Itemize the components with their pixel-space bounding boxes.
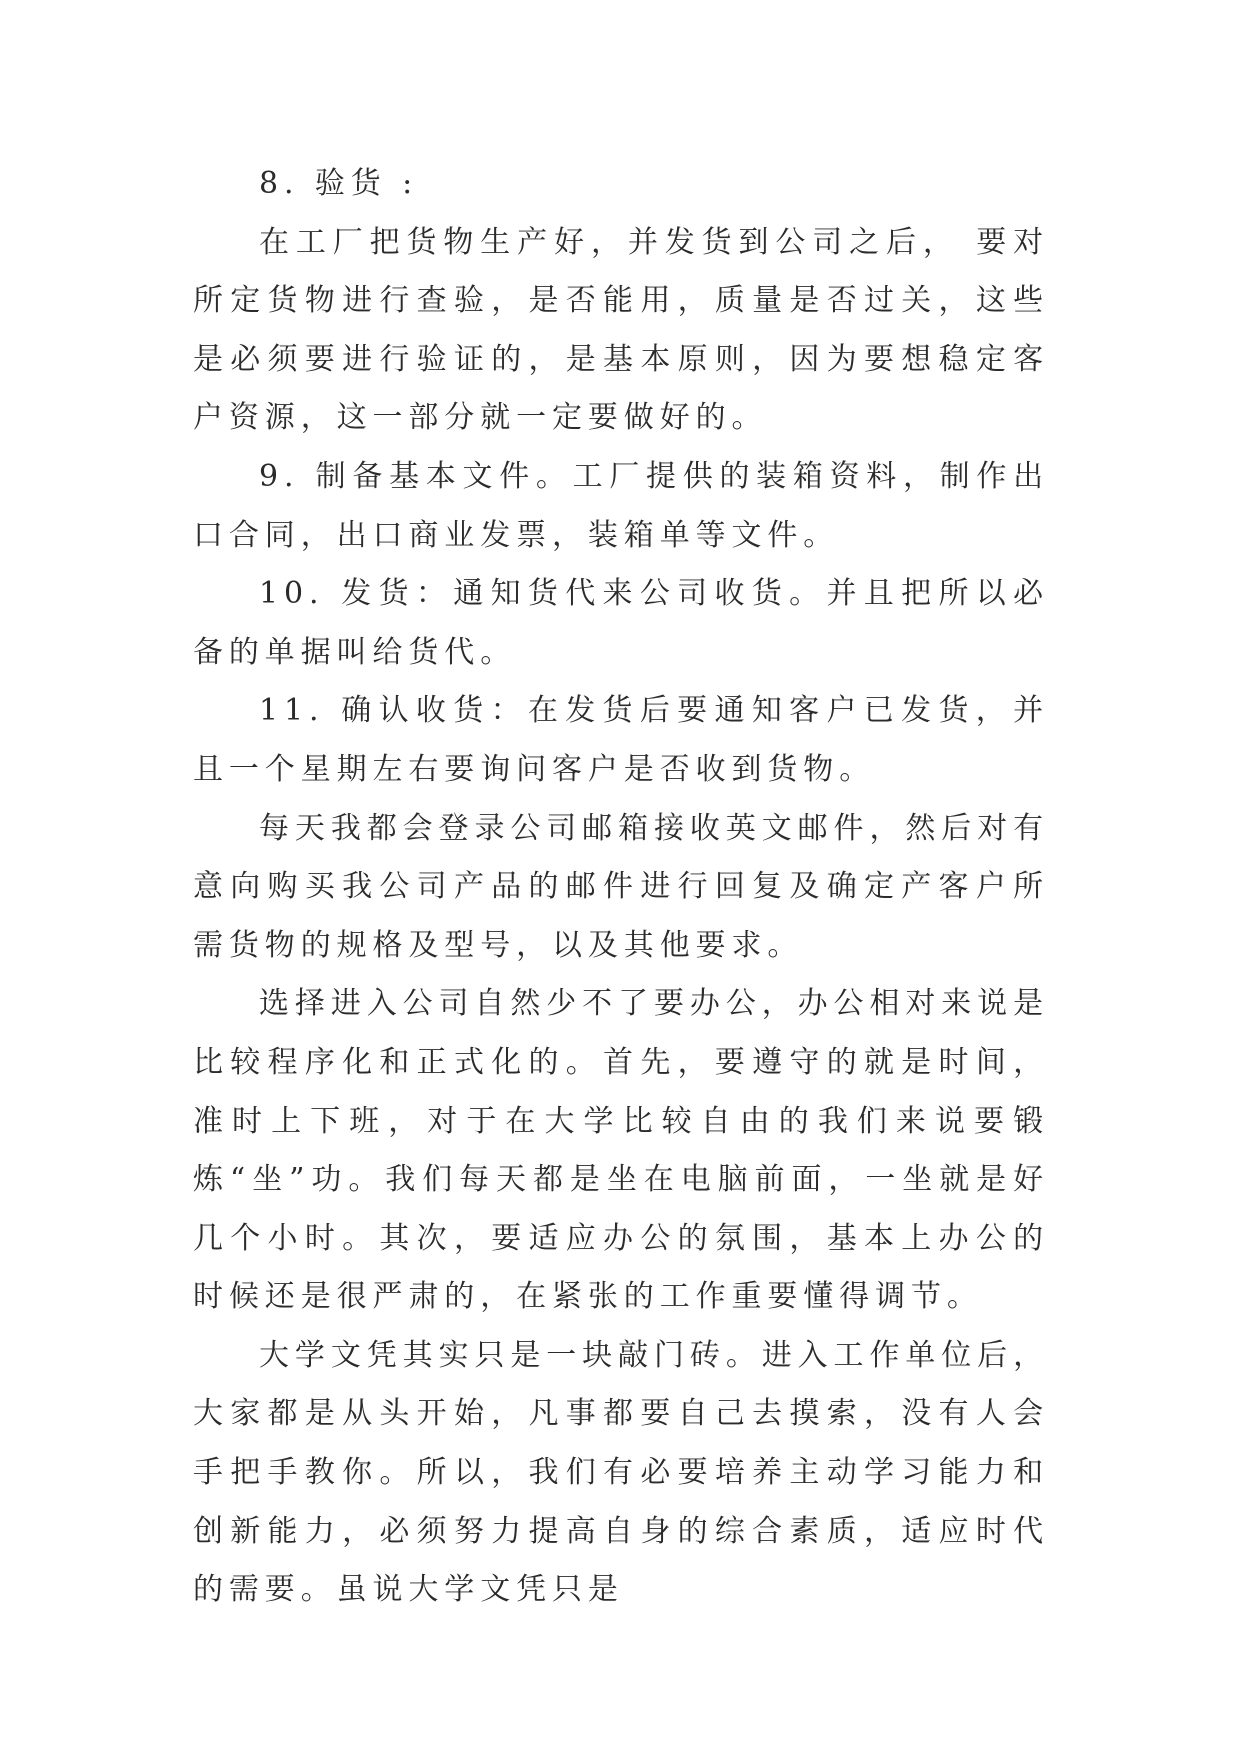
paragraph-diploma: 大学文凭其实只是一块敲门砖。进入工作单位后，大家都是从头开始，凡事都要自己去摸索，没有人会手把手教你。所以，我们有必要培养主动学习能力和创新能力，必须努力提高自身的综合素质，适应时代的需要。虽说大学文凭只是 — [193, 1337, 1049, 1608]
paragraph-step-10: 10. 发货：通知货代来公司收货。并且把所以必备的单据叫给货代。 — [193, 576, 1049, 670]
paragraph-step-9: 9. 制备基本文件。工厂提供的装箱资料，制作出口合同，出口商业发票，装箱单等文件。 — [193, 458, 1049, 553]
paragraph-daily-email: 每天我都会登录公司邮箱接收英文邮件，然后对有意向购买我公司产品的邮件进行回复及确定产客户所需货物的规格及型号，以及其他要求。 — [193, 810, 1049, 963]
paragraph-inspection: 在工厂把货物生产好，并发货到公司之后， 要对所定货物进行查验，是否能用，质量是否过关，这些是必须要进行验证的，是基本原则，因为要想稳定客户资源，这一部分就一定要做好的。 — [193, 224, 1049, 436]
document-page — [193, 155, 1049, 1620]
paragraph-step-11: 11. 确认收货：在发货后要通知客户已发货，并且一个星期左右要询问客户是否收到货物。 — [193, 693, 1049, 787]
paragraph-office-work: 选择进入公司自然少不了要办公，办公相对来说是比较程序化和正式化的。首先，要遵守的就是时间，准时上下班，对于在大学比较自由的我们来说要锻炼“坐”功。我们每天都是坐在电脑前面，一坐就是好几个小时。其次，要适应办公的氛围，基本上办公的时候还是很严肃的，在紧张的工作重要懂得调节。 — [193, 986, 1049, 1315]
paragraph-step-8-heading: 8. 验货 : — [259, 166, 419, 201]
